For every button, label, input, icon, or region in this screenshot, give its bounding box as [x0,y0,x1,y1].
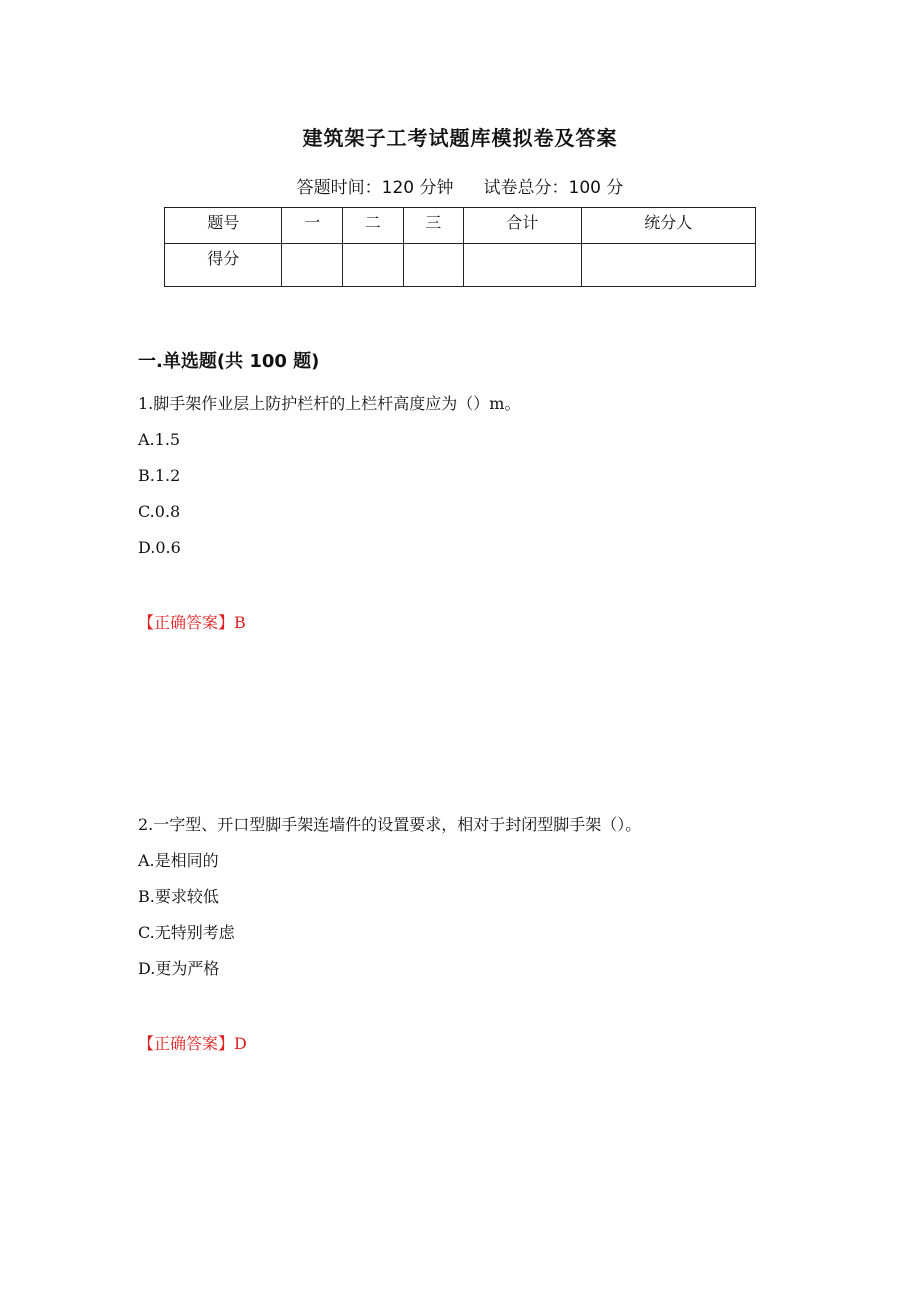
score-table [164,207,756,287]
total-score-label: 试卷总分：100 分 [483,178,624,198]
header-cell: 二 [343,208,404,244]
header-cell: 统分人 [581,208,755,244]
page-title: 建筑架子工考试题库模拟卷及答案 [302,126,618,150]
option-d: D.更为严格 [138,959,220,978]
option-a: A.1.5 [138,430,181,449]
correct-answer: 【正确答案】D [138,1034,247,1053]
time-label: 答题时间：120 分钟 [296,178,454,198]
correct-answer: 【正确答案】B [138,613,246,632]
score-table-header-row [165,208,756,244]
option-c: C.0.8 [138,502,181,521]
score-cell [282,244,343,287]
score-row-label: 得分 [165,244,282,287]
section-heading: 一.单选题(共 100 题) [138,351,320,372]
question-stem: 2.一字型、开口型脚手架连墙件的设置要求，相对于封闭型脚手架（）。 [138,815,642,834]
header-cell: 合计 [464,208,581,244]
option-b: B.要求较低 [138,887,219,906]
option-c: C.无特别考虑 [138,923,235,942]
score-table-score-row [165,244,756,287]
option-b: B.1.2 [138,466,181,485]
header-cell: 一 [282,208,343,244]
option-a: A.是相同的 [138,851,219,870]
score-cell [581,244,755,287]
score-cell [343,244,404,287]
option-d: D.0.6 [138,538,181,557]
header-cell: 三 [403,208,464,244]
exam-meta [0,173,920,198]
score-cell [403,244,464,287]
question-stem: 1.脚手架作业层上防护栏杆的上栏杆高度应为（）m。 [138,394,521,413]
header-cell: 题号 [165,208,282,244]
score-cell [464,244,581,287]
